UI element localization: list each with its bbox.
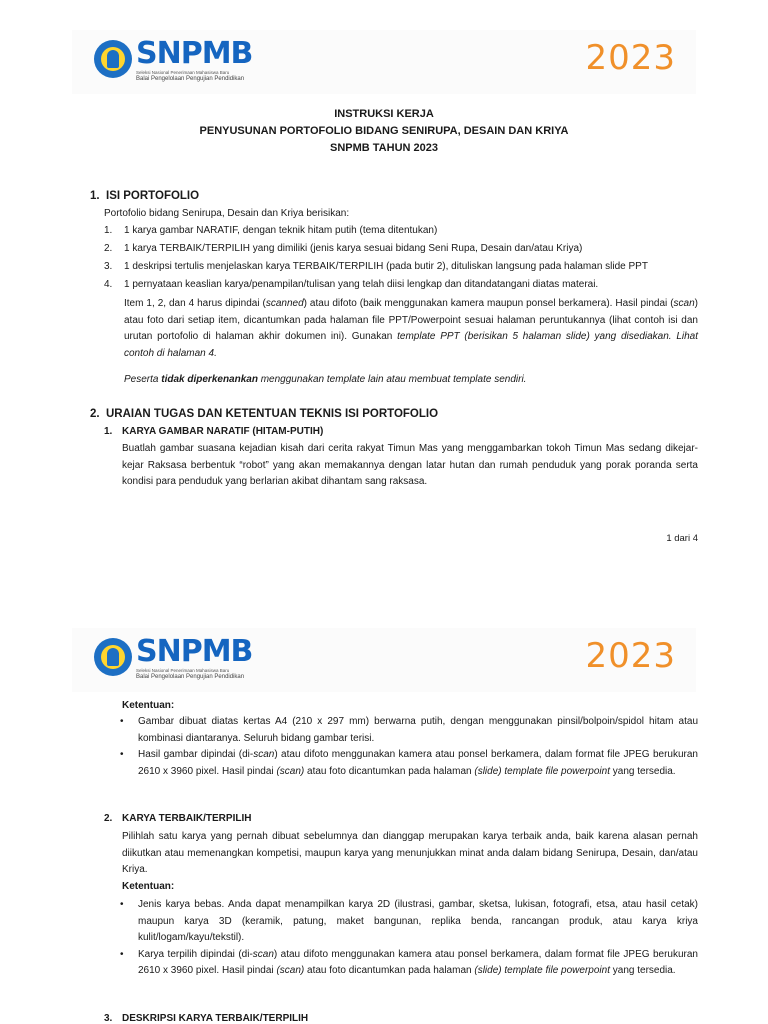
- logo-subtitle: Seleksi Nasional Penerimaan Mahasiswa Baru: [136, 668, 230, 673]
- portfolio-items-list: [104, 223, 648, 295]
- subsection-1-heading: 1. KARYA GAMBAR NARATIF (HITAM-PUTIH): [104, 426, 324, 437]
- page-number: 1 dari 4: [666, 533, 698, 544]
- list-item: 1. 1 karya gambar NARATIF, dengan teknik hitam putih (tema ditentukan): [104, 225, 438, 236]
- page-header: [72, 628, 696, 692]
- list-item: • Hasil gambar dipindai (di-scan) atau difoto menggunakan kamera atau ponsel berkamera, dalam format file JPEG berukuran 2610 x 3960 pixel. Hasil pindai (scan) atau foto dicantumkan pada halaman (slide) template file powerpoint yang tersedia.: [120, 747, 698, 780]
- page-header: [72, 30, 696, 94]
- subsection-3-heading: 3. DESKRIPSI KARYA TERBAIK/TERPILIH: [104, 1013, 309, 1024]
- snpmb-logo: [94, 634, 254, 684]
- header-year: 2023: [585, 38, 676, 78]
- tut-wuri-emblem-icon: [94, 638, 132, 676]
- logo-agency: Balai Pengelolaan Pengujian Pendidikan: [136, 674, 245, 680]
- page-2: [0, 618, 768, 1024]
- ketentuan-1-list: [120, 714, 698, 780]
- doc-title-line1: INSTRUKSI KERJA: [334, 108, 434, 120]
- list-item: • Jenis karya bebas. Anda dapat menampilkan karya 2D (ilustrasi, gambar, sketsa, lukisan, fotografi, etsa, atau hasil cetak) maupun karya 3D (keramik, patung, maket bangunan, replika benda, rancangan produk, atau karya kriya kulit/logam/kayu/tekstil).: [120, 897, 698, 947]
- ketentuan-label: Ketentuan:: [122, 881, 175, 892]
- doc-title-line2: PENYUSUNAN PORTOFOLIO BIDANG SENIRUPA, DESAIN DAN KRIYA: [199, 125, 569, 137]
- subsection-2-heading: 2. KARYA TERBAIK/TERPILIH: [104, 813, 252, 824]
- logo-text: SNPMB: [136, 634, 253, 669]
- ketentuan-2-list: [120, 897, 698, 980]
- section-1-intro: Portofolio bidang Senirupa, Desain dan Kriya berisikan:: [104, 208, 350, 219]
- logo-subtitle: Seleksi Nasional Penerimaan Mahasiswa Baru: [136, 70, 230, 75]
- logo-text: SNPMB: [136, 36, 253, 71]
- ketentuan-label: Ketentuan:: [122, 700, 175, 711]
- subsection-2-text: Pilihlah satu karya yang pernah dibuat sebelumnya dan dianggap merupakan karya terbaik anda, baik karena alasan pernah diikutkan atau memenangkan kompetisi, maupun karya yang menunjukkan minat anda dalam bidang Senirupa, Desain, dan/atau Kriya.: [122, 831, 698, 875]
- page-separator: [0, 588, 768, 618]
- section-2-heading: 2. URAIAN TUGAS DAN KETENTUAN TEKNIS ISI PORTOFOLIO: [90, 408, 439, 420]
- subsection-1-text: Buatlah gambar suasana kejadian kisah dari cerita rakyat Timun Mas yang menggambarkan tokoh Timun Mas sedang dikejar-kejar Raksasa berbentuk “robot” yang akan memakannya dengan latar hutan dan rumah penduduk yang porak poranda serta kondisi para penduduk yang berlarian akibat dihantam sang raksasa.: [122, 443, 698, 487]
- list-item: • Karya terpilih dipindai (di-scan) atau difoto menggunakan kamera atau ponsel berkamera, dalam format file JPEG berukuran 2610 x 3960 pixel. Hasil pindai (scan) atau foto dicantumkan pada halaman (slide) template file powerpoint yang tersedia.: [120, 947, 698, 980]
- list-item: 2. 1 karya TERBAIK/TERPILIH yang dimiliki (jenis karya sesuai bidang Seni Rupa, Desain dan/atau Kriya): [104, 243, 583, 254]
- list-item: 4. 1 pernyataan keaslian karya/penampilan/tulisan yang telah diisi lengkap dan ditandatangani diatas materai.: [104, 279, 599, 290]
- logo-agency: Balai Pengelolaan Pengujian Pendidikan: [136, 76, 245, 82]
- snpmb-logo: [94, 36, 254, 86]
- scan-instructions: Item 1, 2, dan 4 harus dipindai (scanned) atau difoto (baik menggunakan kamera maupun ponsel berkamera). Hasil pindai (scan) atau foto dari setiap item, dicantumkan pada halaman file PPT/Powerpoint sesuai halaman peruntukannya (lihat contoh isi dan urutan portofolio di halaman akhir dokumen ini). Gunakan template PPT (berisikan 5 halaman slide) yang disediakan. Lihat contoh di halaman 4.: [124, 298, 698, 359]
- section-1-heading: 1. ISI PORTOFOLIO: [90, 190, 200, 202]
- doc-title-line3: SNPMB TAHUN 2023: [330, 142, 438, 154]
- tut-wuri-emblem-icon: [94, 40, 132, 78]
- header-year: 2023: [585, 636, 676, 676]
- list-item: 3. 1 deskripsi tertulis menjelaskan karya TERBAIK/TERPILIH (pada butir 2), dituliskan langsung pada halaman slide PPT: [104, 261, 648, 272]
- template-warning: Peserta tidak diperkenankan menggunakan template lain atau membuat template sendiri.: [124, 374, 527, 385]
- list-item: • Gambar dibuat diatas kertas A4 (210 x 297 mm) berwarna putih, dengan menggunakan pinsil/bolpoin/spidol hitam atau kombinasi diantaranya. Seluruh bidang gambar terisi.: [120, 714, 698, 747]
